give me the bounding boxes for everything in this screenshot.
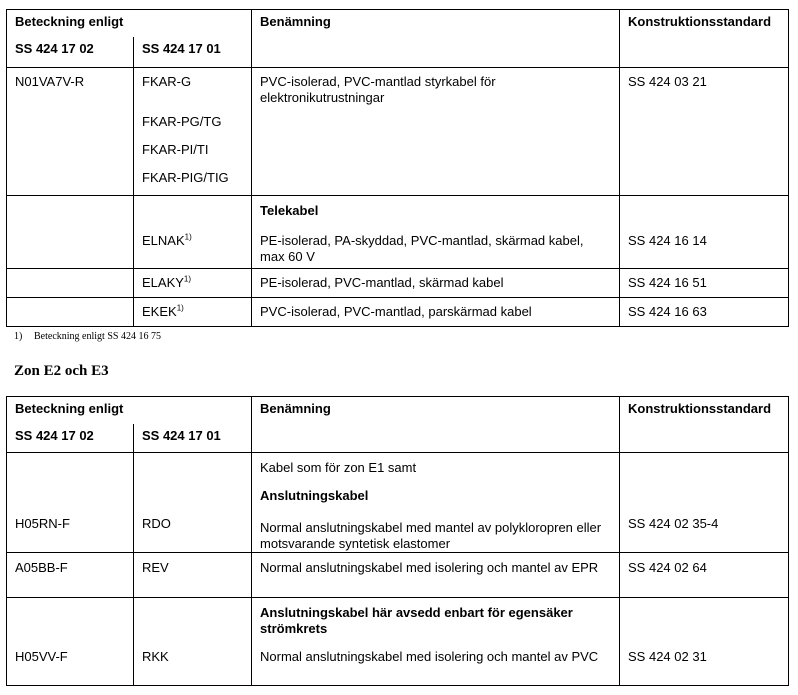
construction-standard: SS 424 16 63 xyxy=(620,298,789,327)
construction-standard: SS 424 03 21 xyxy=(620,68,789,196)
designation-a-empty xyxy=(7,269,134,298)
header-designation: Beteckning enligt xyxy=(7,397,252,424)
designation-a-cell xyxy=(7,453,134,553)
designation-b: EKEK xyxy=(142,304,177,319)
designation-b: RKK xyxy=(142,649,169,664)
footnote-text: Beteckning enligt SS 424 16 75 xyxy=(34,331,161,342)
section-heading: Telekabel xyxy=(260,203,319,218)
cable-table-zone-e2-e3 xyxy=(6,396,789,686)
construction-standard: SS 424 16 14 xyxy=(628,233,707,248)
designation-a-empty xyxy=(7,196,134,269)
designation-b: ELAKY xyxy=(142,275,184,290)
section-heading: Anslutningskabel här avsedd enbart för egensäker strömkrets xyxy=(260,605,573,636)
designation-b: REV xyxy=(134,553,252,598)
designation-b-cell xyxy=(134,598,252,686)
header-std-a: SS 424 17 02 xyxy=(7,37,134,68)
designation-a-empty xyxy=(7,298,134,327)
header-construction-standard: Konstruktionsstandard xyxy=(620,10,789,68)
section-title: Zon E2 och E3 xyxy=(14,363,109,379)
construction-standard-cell xyxy=(620,196,789,269)
designation-b-cell xyxy=(134,298,252,327)
designation-b: ELNAK xyxy=(142,233,185,248)
designation-a: H05VV-F xyxy=(15,649,68,664)
header-std-a: SS 424 17 02 xyxy=(7,424,134,453)
description: Normal anslutningskabel med isolering och mantel av EPR xyxy=(252,553,620,598)
header-std-b: SS 424 17 01 xyxy=(134,424,252,453)
construction-standard: SS 424 02 31 xyxy=(628,649,707,664)
table-row xyxy=(7,68,789,196)
header-designation: Beteckning enligt xyxy=(7,10,252,37)
header-name: Benämning xyxy=(252,10,620,68)
designation-b-cell xyxy=(134,453,252,553)
footnote-ref: 1) xyxy=(183,274,192,284)
designation-b-cell xyxy=(134,269,252,298)
description: PVC-isolerad, PVC-mantlad styrkabel för elektronikutrustningar xyxy=(252,68,620,196)
table-row xyxy=(7,553,789,598)
designation-b: RDO xyxy=(142,516,171,531)
description-cell xyxy=(252,453,620,553)
designation-b-list xyxy=(134,68,252,196)
construction-standard: SS 424 16 51 xyxy=(620,269,789,298)
designation-a: A05BB-F xyxy=(7,553,134,598)
construction-standard: SS 424 02 64 xyxy=(620,553,789,598)
designation-a: H05RN-F xyxy=(15,516,70,531)
cable-table-zone-e1 xyxy=(6,9,789,327)
table-row xyxy=(7,196,789,269)
designation-b: FKAR-PG/TG xyxy=(142,114,222,129)
header-name: Benämning xyxy=(252,397,620,453)
intro-text: Kabel som för zon E1 samt xyxy=(260,460,417,475)
designation-b: FKAR-G xyxy=(142,74,192,89)
footnote-ref: 1) xyxy=(176,303,184,313)
table-row xyxy=(7,453,789,553)
designation-b: FKAR-PIG/TIG xyxy=(142,170,229,185)
table-row xyxy=(7,298,789,327)
description: Normal anslutningskabel med isolering och mantel av PVC xyxy=(260,649,599,664)
designation-a-cell xyxy=(7,598,134,686)
construction-standard-cell xyxy=(620,598,789,686)
construction-standard: SS 424 02 35-4 xyxy=(628,516,719,531)
table-row xyxy=(7,269,789,298)
header-std-b: SS 424 17 01 xyxy=(134,37,252,68)
description-cell xyxy=(252,196,620,269)
footnote xyxy=(14,331,161,342)
description: PVC-isolerad, PVC-mantlad, parskärmad kabel xyxy=(252,298,620,327)
description: Normal anslutningskabel med mantel av polykloropren eller motsvarande syntetisk elastomer xyxy=(260,520,602,551)
description: PE-isolerad, PA-skyddad, PVC-mantlad, skärmad kabel, max 60 V xyxy=(260,233,584,264)
description: PE-isolerad, PVC-mantlad, skärmad kabel xyxy=(252,269,620,298)
table-row xyxy=(7,598,789,686)
section-heading: Anslutningskabel xyxy=(260,488,369,503)
construction-standard-cell xyxy=(620,453,789,553)
footnote-number: 1) xyxy=(14,331,23,342)
description-cell xyxy=(252,598,620,686)
designation-b: FKAR-PI/TI xyxy=(142,142,209,157)
footnote-ref: 1) xyxy=(184,232,192,242)
header-construction-standard: Konstruktionsstandard xyxy=(620,397,789,453)
designation-a: N01VA7V-R xyxy=(7,68,134,196)
designation-b-cell xyxy=(134,196,252,269)
